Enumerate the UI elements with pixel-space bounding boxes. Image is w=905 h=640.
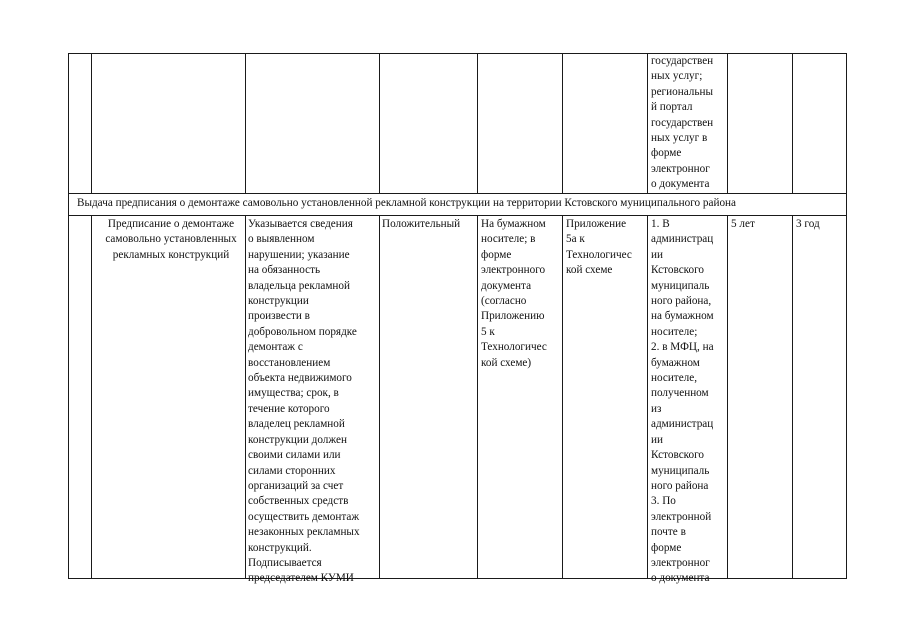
column-divider	[91, 53, 92, 193]
column-divider	[477, 53, 478, 193]
table-left-border	[68, 53, 69, 579]
result-type-cell: Положительный	[382, 218, 461, 230]
column-divider	[379, 53, 380, 193]
table-bottom-border	[68, 578, 847, 579]
section-header: Выдача предписания о демонтаже самовольно установленной рекламной конструкции на территории Кстовского муниципального района	[77, 197, 736, 209]
column-divider	[245, 215, 246, 578]
column-divider	[792, 215, 793, 578]
storage-period-authority-cell: 5 лет	[731, 218, 755, 230]
document-requirements-cell: Указывается сведения о выявленном нарушении; указание на обязанность владельца рекламной конструкции произвести в добровольном порядке демонтаж с восстановлением объекта недвижимого имущества; срок, в течение которого владелец рекламной конструкции должен своими силами или силами сторонних организаций за счет собственных средств осуществить демонтаж незаконных рекламных конструкций. Подписывается председателем КУМИ	[248, 218, 360, 585]
row-divider	[68, 193, 847, 194]
column-divider	[792, 53, 793, 193]
continuation-receipt-methods-cell: государствен ных услуг; региональны й портал государствен ных услуг в форме электронног о документа	[651, 55, 714, 191]
result-form-cell: На бумажном носителе; в форме электронного документа (согласно Приложению 5 к Технологичес кой схеме)	[481, 218, 547, 369]
row-divider	[68, 215, 847, 216]
column-divider	[245, 53, 246, 193]
table-top-border	[68, 53, 847, 54]
document-template-cell: Приложение 5а к Технологичес кой схеме	[566, 218, 632, 277]
column-divider	[727, 53, 728, 193]
table-right-border	[846, 53, 847, 579]
column-divider	[727, 215, 728, 578]
column-divider	[91, 215, 92, 578]
storage-period-mfc-cell: 3 год	[796, 218, 820, 230]
column-divider	[562, 53, 563, 193]
document-name-cell: Предписание о демонтаже самовольно установленных рекламных конструкций	[105, 218, 237, 261]
column-divider	[647, 53, 648, 193]
receipt-methods-cell: 1. В администрац ии Кстовского муниципаль ного района, на бумажном носителе; 2. в МФЦ, на бумажном носителе, полученном из администрац ии Кстовского муниципаль ного района 3. По электронной почте в форме электронног о документа	[651, 218, 714, 585]
column-divider	[477, 215, 478, 578]
